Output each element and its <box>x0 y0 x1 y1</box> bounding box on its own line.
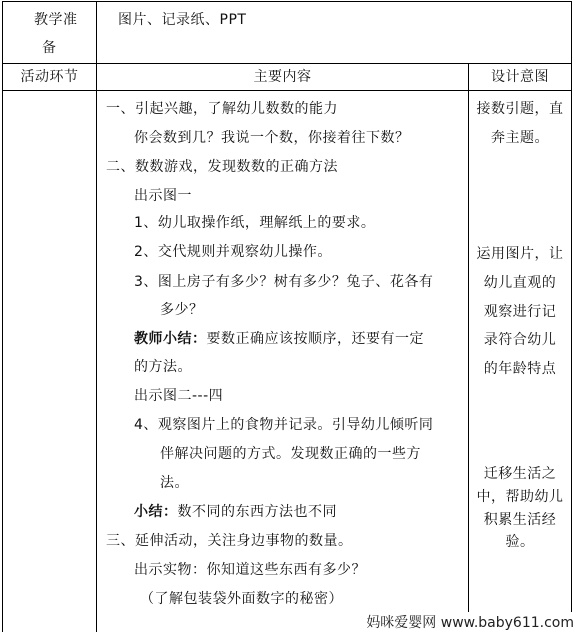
intent-line: 观察进行记 <box>483 304 557 320</box>
content-line: 二、数数游戏，发现数数的正确方法 <box>106 159 338 175</box>
stage-column-border <box>96 1 97 632</box>
header-intent: 设计意图 <box>491 69 549 85</box>
teacher-summary-line <box>134 329 424 349</box>
content-line: 一、引起兴趣，了解幼儿数数的能力 <box>106 101 338 117</box>
intent-line: 中，帮助幼儿 <box>476 489 564 505</box>
summary-line <box>134 502 337 522</box>
intent-line: 幼儿直观的 <box>483 275 557 291</box>
content-line: 2、交代规则并观察幼儿操作。 <box>134 244 332 260</box>
content-line: 出示实物：你知道这些东西有多少？ <box>134 562 366 578</box>
content-line: 你会数到几？我说一个数，你接着往下数？ <box>134 130 410 146</box>
content-line: （了解包装袋外面数字的秘密） <box>140 591 343 607</box>
teacher-summary-text: 要数正确应该按顺序，还要有一定 <box>206 331 424 347</box>
prep-content: 图片、记录纸、PPT <box>118 12 247 28</box>
prep-label-line1: 教学准 <box>34 12 78 28</box>
content-line: 4、观察图片上的食物并记录。引导幼儿倾听同 <box>134 417 434 433</box>
right-border <box>571 1 572 632</box>
header-row-border <box>2 63 572 64</box>
content-line: 3、图上房子有多少？树有多少？兔子、花各有 <box>134 274 434 290</box>
intent-line: 积累生活经 <box>483 512 557 528</box>
teacher-summary-label: 教师小结： <box>134 331 207 347</box>
content-line: 的方法。 <box>134 359 192 375</box>
content-line: 多少？ <box>160 302 204 318</box>
left-border <box>2 1 3 632</box>
content-line: 法。 <box>160 475 189 491</box>
intent-line: 奔主题。 <box>491 130 549 146</box>
content-line: 伴解决问题的方式。发现数正确的一些方 <box>160 446 421 462</box>
intent-line: 迁移生活之 <box>483 466 557 482</box>
intent-line: 运用图片，让 <box>476 246 564 262</box>
content-line: 出示图一 <box>134 188 192 204</box>
body-row-border <box>2 90 572 91</box>
intent-line: 录符合幼儿 <box>483 332 557 348</box>
content-line: 出示图二---四 <box>134 388 224 404</box>
prep-label-line2: 备 <box>42 40 57 56</box>
intent-line: 验。 <box>505 534 535 550</box>
content-line: 1、幼儿取操作纸，理解纸上的要求。 <box>134 215 376 231</box>
summary-text: 数不同的东西方法也不同 <box>177 504 337 520</box>
table-top-border <box>2 1 572 2</box>
intent-line: 的年龄特点 <box>483 361 557 377</box>
header-content: 主要内容 <box>253 69 312 85</box>
content-line: 三、延伸活动，关注身边事物的数量。 <box>106 533 353 549</box>
summary-label: 小结： <box>134 504 178 520</box>
watermark: 妈咪爱婴网 www.baby611.com <box>364 612 576 632</box>
header-stage: 活动环节 <box>20 69 79 85</box>
intent-line: 接数引题，直 <box>476 101 564 117</box>
